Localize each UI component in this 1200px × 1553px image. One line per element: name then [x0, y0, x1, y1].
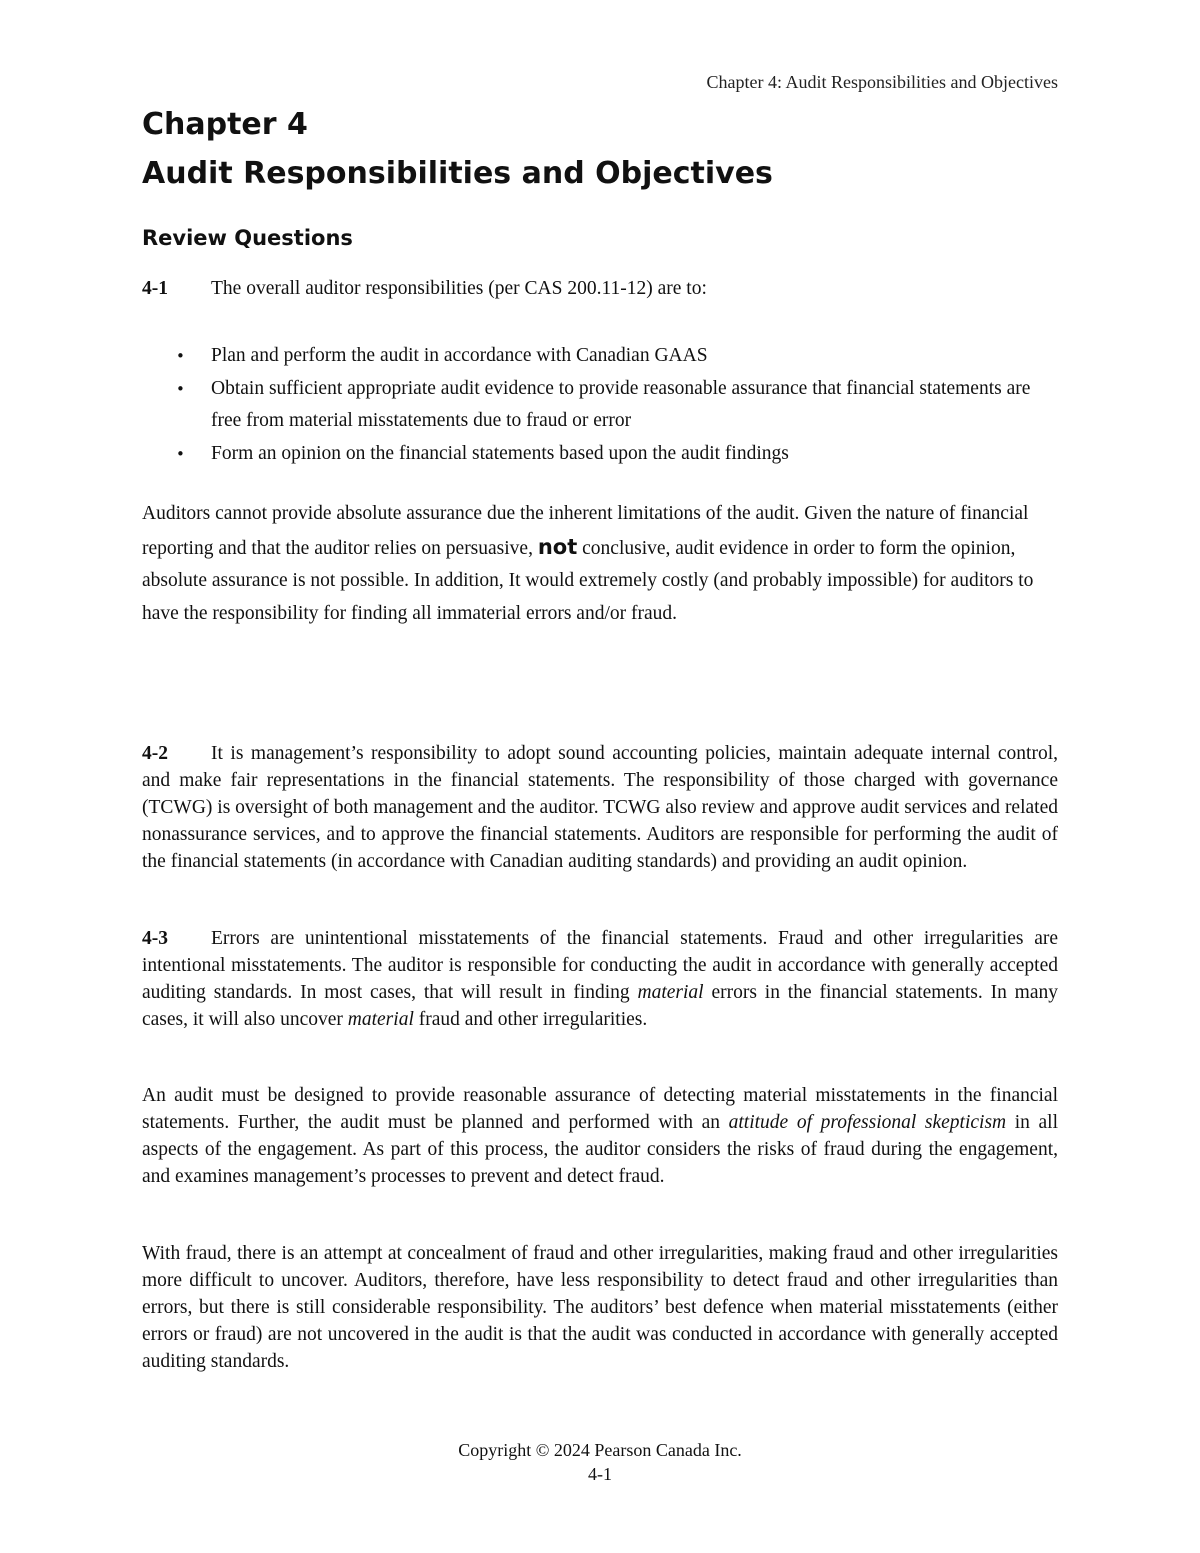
running-header: Chapter 4: Audit Responsibilities and Objectives [706, 72, 1058, 92]
responsibilities-list [142, 340, 1042, 470]
question-4-3: 4-3 Errors are unintentional misstatements of the financial statements. Fraud and other irregularities are intentional misstatements. The auditor is responsible for conducting the audit in accordance with generally accepted auditing standards. In most cases, that will result in finding material errors in the financial statements. In many cases, it will also uncover material fraud and other irregularities. [142, 925, 1058, 1033]
chapter-name: Audit Responsibilities and Objectives [142, 156, 773, 191]
question-4-2 [142, 740, 1058, 875]
chapter-number: Chapter 4 [142, 107, 308, 142]
bullet-icon: • [176, 444, 185, 463]
bullet-icon: • [176, 347, 185, 365]
section-heading: Review Questions [142, 226, 353, 250]
chapter-title-block [142, 100, 773, 198]
question-4-1-intro [142, 278, 707, 300]
audit-design-paragraph: An audit must be designed to provide reasonable assurance of detecting material misstatements in the financial statements. Further, the audit must be planned and performed with an attitude of professional skepticism in all aspects of the engagement. As part of this process, the auditor considers the risks of fraud during the engagement, and examines management’s processes to prevent and detect fraud. [142, 1085, 1058, 1187]
question-number: 4-3 [142, 928, 168, 949]
list-item: • Obtain sufficient appropriate audit evidence to provide reasonable assurance that financial statements are free from material misstatements due to fraud or error [142, 373, 1042, 438]
bullet-icon: • [176, 379, 185, 398]
list-item: • Form an opinion on the financial statements based upon the audit findings [142, 438, 1042, 471]
emphasis-not: not [537, 534, 578, 559]
question-number: 4-1 [142, 278, 168, 299]
question-intro-text: The overall auditor responsibilities (per CAS 200.11-12) are to: [211, 278, 707, 299]
list-item: • Plan and perform the audit in accordance with Canadian GAAS [142, 340, 1042, 373]
assurance-paragraph: Auditors cannot provide absolute assurance due the inherent limitations of the audit. Given the nature of financial reporting and that the auditor relies on persuasive, not conclusive, audit evidence in order to form the opinion, absolute assurance is not possible. In addition, It would extremely costly (and probably impossible) for auditors to have the responsibility for finding all immaterial errors and/or fraud. [142, 503, 1034, 624]
page-footer [0, 1438, 1200, 1486]
question-number: 4-2 [142, 743, 168, 764]
copyright-notice: Copyright © 2024 Pearson Canada Inc. [458, 1440, 742, 1460]
page-number: 4-1 [588, 1464, 612, 1484]
fraud-paragraph: With fraud, there is an attempt at concealment of fraud and other irregularities, making fraud and other irregularities more difficult to uncover. Auditors, therefore, have less responsibility to detect fraud and other irregularities than errors, but there is still considerable responsibility. The auditors’ best defence when material misstatements (either errors or fraud) are not uncovered in the audit is that the audit was conducted in accordance with generally accepted auditing standards. [142, 1243, 1058, 1372]
question-text: It is management’s responsibility to adopt sound accounting policies, maintain adequate internal control, and make fair representations in the financial statements. The responsibility of those charged with governance (TCWG) is oversight of both management and the auditor. TCWG also review and approve audit services and related nonassurance services, and to approve the financial statements. Auditors are responsible for performing the audit of the financial statements (in accordance with Canadian auditing standards) and providing an audit opinion. [142, 743, 1058, 872]
